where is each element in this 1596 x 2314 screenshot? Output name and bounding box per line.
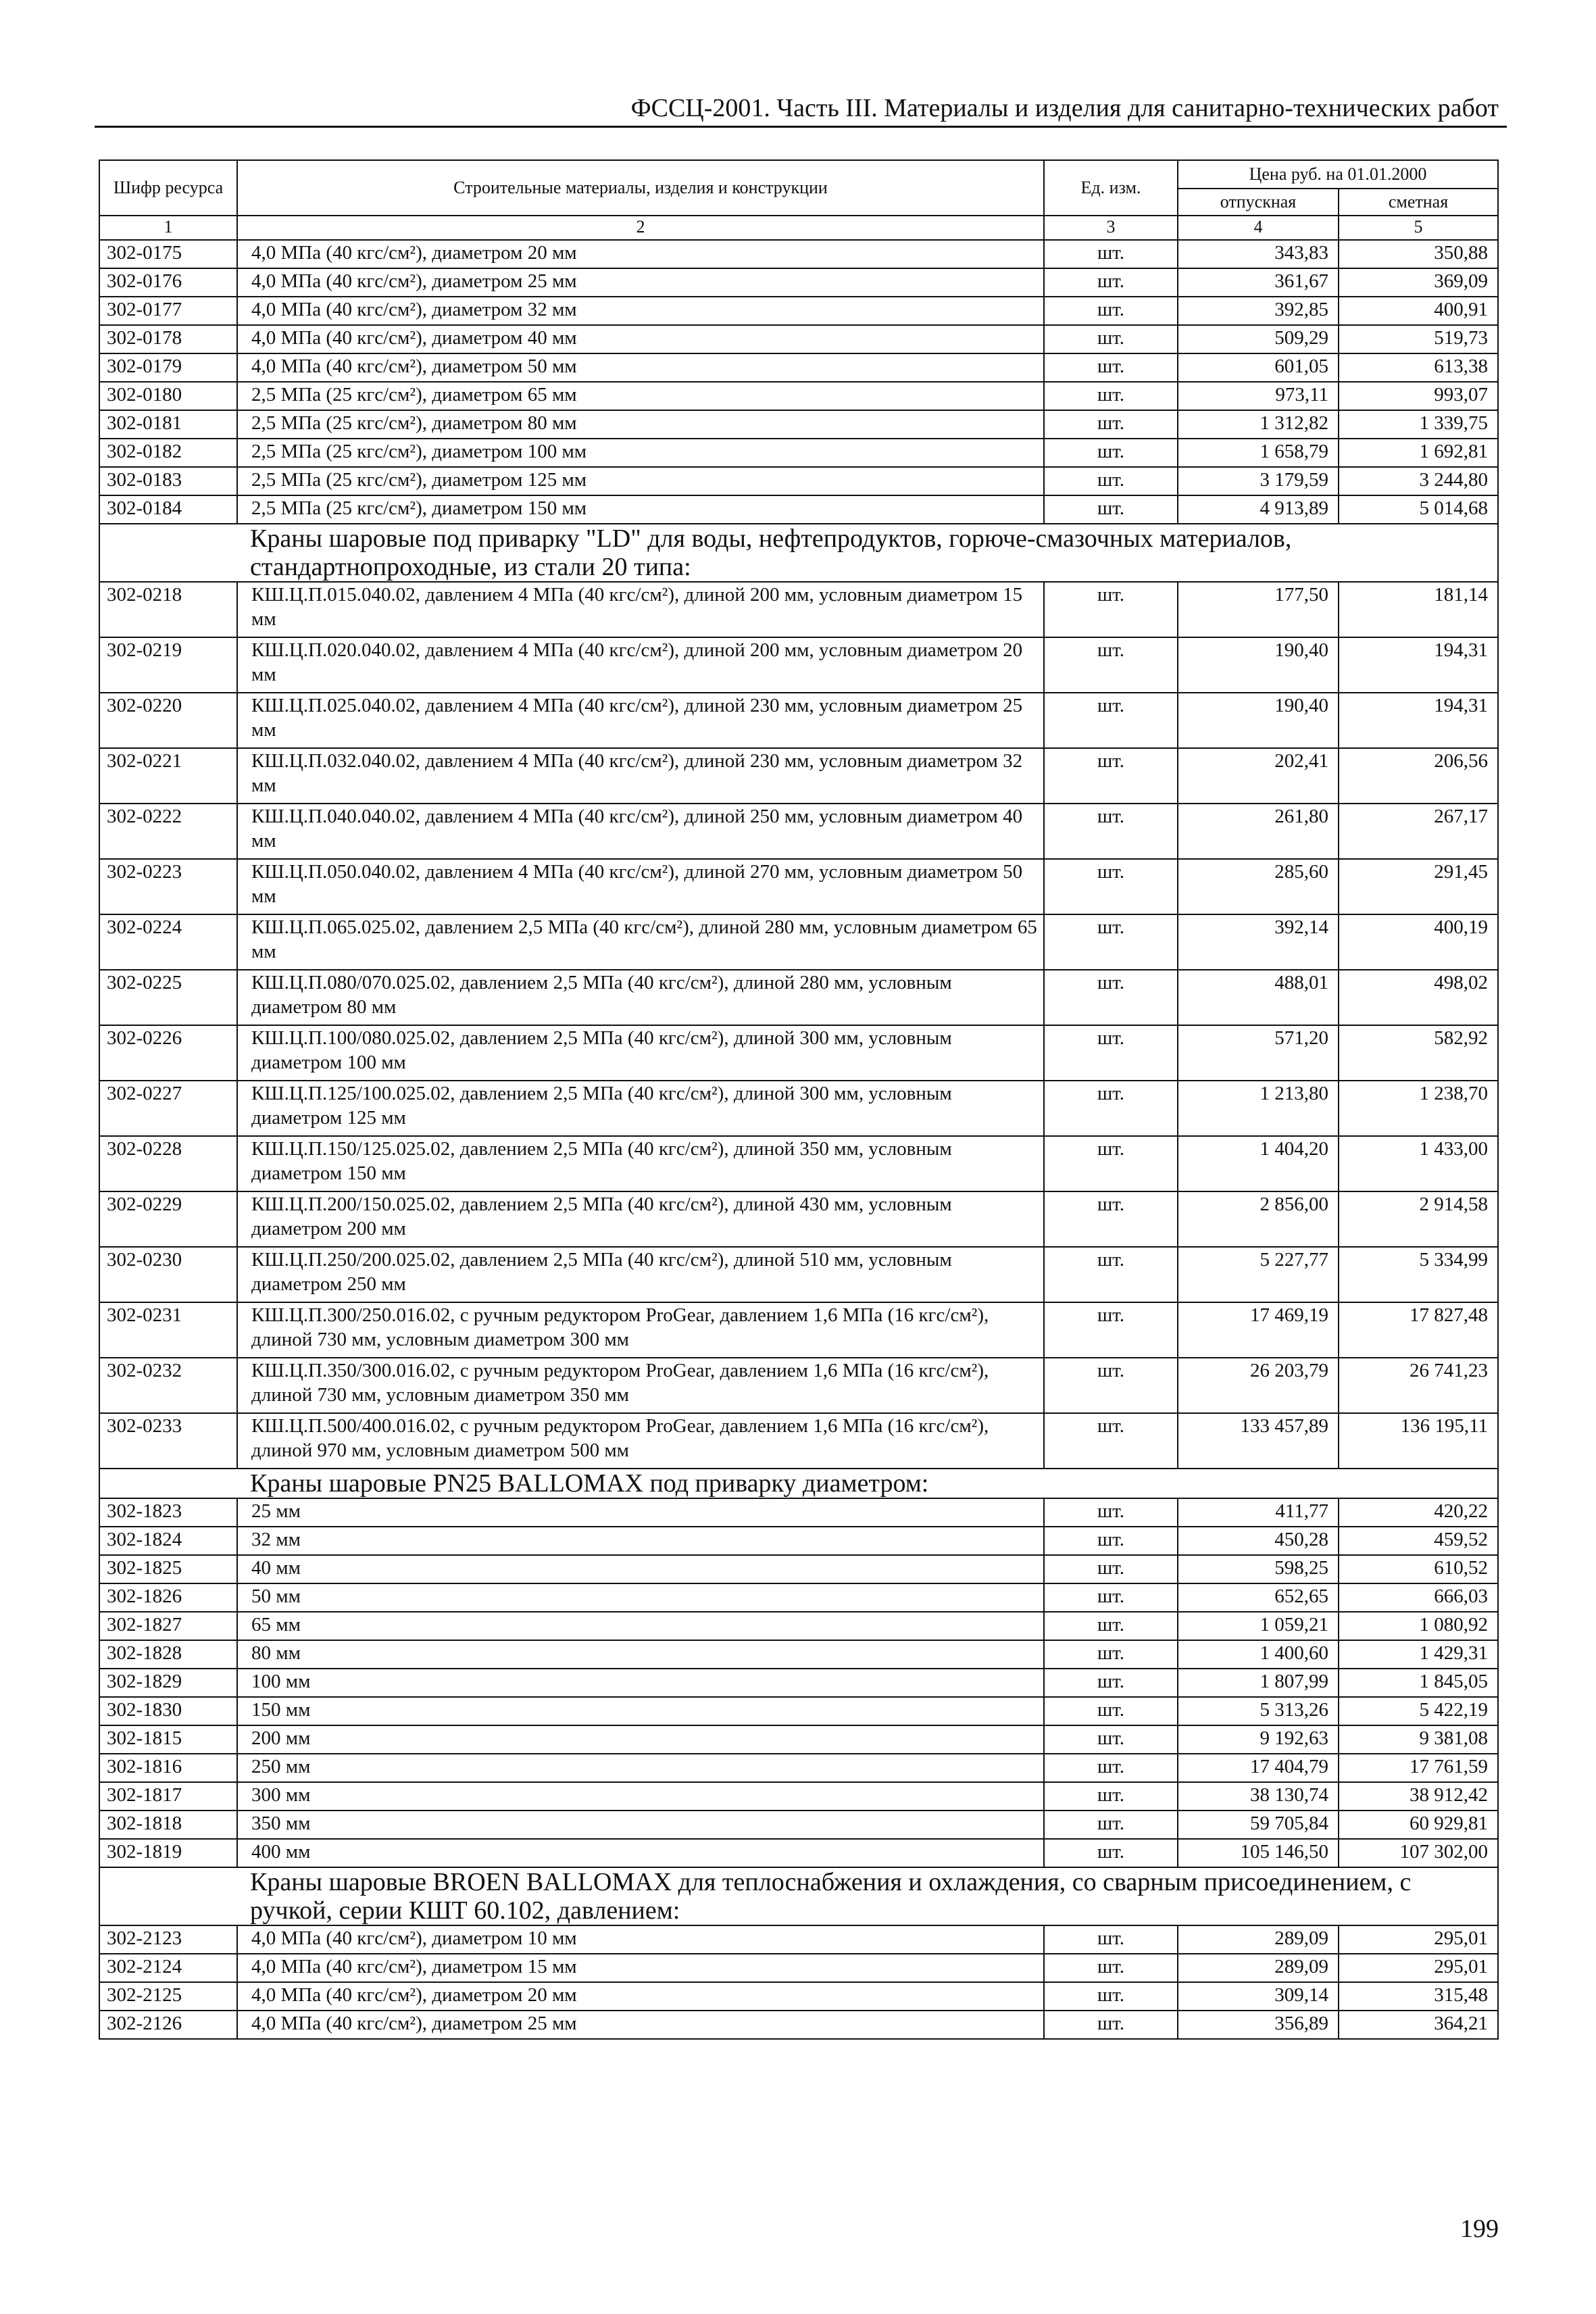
estimated-price: 1 429,31 bbox=[1339, 1640, 1498, 1669]
wholesale-price: 509,29 bbox=[1178, 325, 1339, 353]
resource-code: 302-1815 bbox=[99, 1725, 237, 1754]
estimated-price: 400,19 bbox=[1339, 914, 1498, 970]
column-number: 5 bbox=[1339, 216, 1498, 240]
wholesale-price: 2 856,00 bbox=[1178, 1191, 1339, 1247]
resource-code: 302-0176 bbox=[99, 268, 237, 297]
unit-of-measure: шт. bbox=[1044, 240, 1178, 268]
table-row bbox=[99, 1583, 1498, 1612]
table-row bbox=[99, 804, 1498, 859]
resource-code: 302-0229 bbox=[99, 1191, 237, 1247]
resource-code: 302-1824 bbox=[99, 1527, 237, 1555]
estimated-price: 5 334,99 bbox=[1339, 1247, 1498, 1302]
resource-code: 302-1823 bbox=[99, 1498, 237, 1527]
resource-code: 302-0233 bbox=[99, 1413, 237, 1469]
material-name: 4,0 МПа (40 кгс/см²), диаметром 25 мм bbox=[237, 268, 1044, 297]
material-name: КШ.Ц.П.080/070.025.02, давлением 2,5 МПа (40 кгс/см²), длиной 280 мм, условным диаметром 80 мм bbox=[237, 970, 1044, 1025]
table-row bbox=[99, 748, 1498, 804]
wholesale-price: 571,20 bbox=[1178, 1025, 1339, 1081]
resource-code: 302-0225 bbox=[99, 970, 237, 1025]
unit-of-measure: шт. bbox=[1044, 1413, 1178, 1469]
table-row bbox=[99, 637, 1498, 693]
material-name: 25 мм bbox=[237, 1498, 1044, 1527]
unit-of-measure: шт. bbox=[1044, 748, 1178, 804]
material-name: КШ.Ц.П.100/080.025.02, давлением 2,5 МПа (40 кгс/см²), длиной 300 мм, условным диаметром 100 мм bbox=[237, 1025, 1044, 1081]
resource-code: 302-1830 bbox=[99, 1697, 237, 1725]
wholesale-price: 601,05 bbox=[1178, 353, 1339, 382]
material-name: КШ.Ц.П.032.040.02, давлением 4 МПа (40 кгс/см²), длиной 230 мм, условным диаметром 32 мм bbox=[237, 748, 1044, 804]
wholesale-price: 289,09 bbox=[1178, 1925, 1339, 1954]
price-table bbox=[99, 159, 1499, 2040]
table-row bbox=[99, 1982, 1498, 2011]
resource-code: 302-0181 bbox=[99, 410, 237, 439]
resource-code: 302-1827 bbox=[99, 1612, 237, 1640]
estimated-price: 582,92 bbox=[1339, 1025, 1498, 1081]
table-row bbox=[99, 1413, 1498, 1469]
table-row bbox=[99, 1954, 1498, 1982]
column-number: 3 bbox=[1044, 216, 1178, 240]
section-heading-row bbox=[99, 524, 1498, 582]
resource-code: 302-0231 bbox=[99, 1302, 237, 1358]
table-row bbox=[99, 1527, 1498, 1555]
material-name: КШ.Ц.П.025.040.02, давлением 4 МПа (40 кгс/см²), длиной 230 мм, условным диаметром 25 мм bbox=[237, 693, 1044, 748]
unit-of-measure: шт. bbox=[1044, 1612, 1178, 1640]
wholesale-price: 59 705,84 bbox=[1178, 1811, 1339, 1839]
wholesale-price: 1 059,21 bbox=[1178, 1612, 1339, 1640]
table-header bbox=[99, 160, 1498, 216]
resource-code: 302-0226 bbox=[99, 1025, 237, 1081]
header-unit: Ед. изм. bbox=[1044, 160, 1178, 216]
material-name: 2,5 МПа (25 кгс/см²), диаметром 100 мм bbox=[237, 439, 1044, 467]
wholesale-price: 5 313,26 bbox=[1178, 1697, 1339, 1725]
wholesale-price: 1 400,60 bbox=[1178, 1640, 1339, 1669]
table-row bbox=[99, 1697, 1498, 1725]
wholesale-price: 285,60 bbox=[1178, 859, 1339, 914]
unit-of-measure: шт. bbox=[1044, 804, 1178, 859]
estimated-price: 993,07 bbox=[1339, 382, 1498, 410]
wholesale-price: 1 213,80 bbox=[1178, 1081, 1339, 1136]
table-row bbox=[99, 1669, 1498, 1697]
resource-code: 302-1826 bbox=[99, 1583, 237, 1612]
estimated-price: 613,38 bbox=[1339, 353, 1498, 382]
unit-of-measure: шт. bbox=[1044, 1811, 1178, 1839]
estimated-price: 291,45 bbox=[1339, 859, 1498, 914]
table-row bbox=[99, 970, 1498, 1025]
estimated-price: 1 339,75 bbox=[1339, 410, 1498, 439]
resource-code: 302-0232 bbox=[99, 1358, 237, 1413]
header-rule bbox=[95, 126, 1507, 128]
estimated-price: 1 692,81 bbox=[1339, 439, 1498, 467]
resource-code: 302-1818 bbox=[99, 1811, 237, 1839]
resource-code: 302-0227 bbox=[99, 1081, 237, 1136]
estimated-price: 267,17 bbox=[1339, 804, 1498, 859]
unit-of-measure: шт. bbox=[1044, 1640, 1178, 1669]
wholesale-price: 289,09 bbox=[1178, 1954, 1339, 1982]
material-name: 65 мм bbox=[237, 1612, 1044, 1640]
table-row bbox=[99, 353, 1498, 382]
table-row bbox=[99, 439, 1498, 467]
table-body bbox=[99, 216, 1498, 2039]
wholesale-price: 190,40 bbox=[1178, 637, 1339, 693]
wholesale-price: 4 913,89 bbox=[1178, 495, 1339, 524]
wholesale-price: 1 658,79 bbox=[1178, 439, 1339, 467]
wholesale-price: 488,01 bbox=[1178, 970, 1339, 1025]
resource-code: 302-0228 bbox=[99, 1136, 237, 1191]
table-row bbox=[99, 467, 1498, 495]
wholesale-price: 9 192,63 bbox=[1178, 1725, 1339, 1754]
resource-code: 302-1816 bbox=[99, 1754, 237, 1782]
estimated-price: 666,03 bbox=[1339, 1583, 1498, 1612]
estimated-price: 400,91 bbox=[1339, 297, 1498, 325]
wholesale-price: 133 457,89 bbox=[1178, 1413, 1339, 1469]
table-row bbox=[99, 495, 1498, 524]
table-row bbox=[99, 1025, 1498, 1081]
wholesale-price: 17 404,79 bbox=[1178, 1754, 1339, 1782]
material-name: 4,0 МПа (40 кгс/см²), диаметром 20 мм bbox=[237, 240, 1044, 268]
material-name: 50 мм bbox=[237, 1583, 1044, 1612]
estimated-price: 107 302,00 bbox=[1339, 1839, 1498, 1867]
column-number: 1 bbox=[99, 216, 237, 240]
header-price-group: Цена руб. на 01.01.2000 bbox=[1178, 160, 1498, 189]
unit-of-measure: шт. bbox=[1044, 1754, 1178, 1782]
estimated-price: 17 827,48 bbox=[1339, 1302, 1498, 1358]
resource-code: 302-0219 bbox=[99, 637, 237, 693]
unit-of-measure: шт. bbox=[1044, 1954, 1178, 1982]
material-name: КШ.Ц.П.200/150.025.02, давлением 2,5 МПа (40 кгс/см²), длиной 430 мм, условным диаметром 200 мм bbox=[237, 1191, 1044, 1247]
estimated-price: 420,22 bbox=[1339, 1498, 1498, 1527]
wholesale-price: 38 130,74 bbox=[1178, 1782, 1339, 1811]
unit-of-measure: шт. bbox=[1044, 1583, 1178, 1612]
resource-code: 302-0178 bbox=[99, 325, 237, 353]
material-name: 4,0 МПа (40 кгс/см²), диаметром 20 мм bbox=[237, 1982, 1044, 2011]
unit-of-measure: шт. bbox=[1044, 495, 1178, 524]
unit-of-measure: шт. bbox=[1044, 325, 1178, 353]
unit-of-measure: шт. bbox=[1044, 859, 1178, 914]
resource-code: 302-2124 bbox=[99, 1954, 237, 1982]
material-name: 150 мм bbox=[237, 1697, 1044, 1725]
section-heading-row bbox=[99, 1867, 1498, 1925]
table-row bbox=[99, 268, 1498, 297]
table-row bbox=[99, 2011, 1498, 2039]
unit-of-measure: шт. bbox=[1044, 1025, 1178, 1081]
unit-of-measure: шт. bbox=[1044, 1527, 1178, 1555]
wholesale-price: 190,40 bbox=[1178, 693, 1339, 748]
wholesale-price: 973,11 bbox=[1178, 382, 1339, 410]
wholesale-price: 202,41 bbox=[1178, 748, 1339, 804]
unit-of-measure: шт. bbox=[1044, 1081, 1178, 1136]
estimated-price: 26 741,23 bbox=[1339, 1358, 1498, 1413]
unit-of-measure: шт. bbox=[1044, 1839, 1178, 1867]
unit-of-measure: шт. bbox=[1044, 1498, 1178, 1527]
material-name: 4,0 МПа (40 кгс/см²), диаметром 15 мм bbox=[237, 1954, 1044, 1982]
unit-of-measure: шт. bbox=[1044, 1302, 1178, 1358]
wholesale-price: 1 807,99 bbox=[1178, 1669, 1339, 1697]
unit-of-measure: шт. bbox=[1044, 1669, 1178, 1697]
unit-of-measure: шт. bbox=[1044, 1555, 1178, 1583]
header-row-top bbox=[99, 160, 1498, 189]
header-name: Строительные материалы, изделия и конструкции bbox=[237, 160, 1044, 216]
wholesale-price: 17 469,19 bbox=[1178, 1302, 1339, 1358]
table-row bbox=[99, 1725, 1498, 1754]
section-heading: Краны шаровые BROEN BALLOMAX для теплоснабжения и охлаждения, со сварным присоединением, с ручкой, серии КШТ 60.102, давлением: bbox=[99, 1867, 1498, 1925]
column-number-row bbox=[99, 216, 1498, 240]
material-name: КШ.Ц.П.040.040.02, давлением 4 МПа (40 кгс/см²), длиной 250 мм, условным диаметром 40 мм bbox=[237, 804, 1044, 859]
table-row bbox=[99, 693, 1498, 748]
wholesale-price: 450,28 bbox=[1178, 1527, 1339, 1555]
estimated-price: 194,31 bbox=[1339, 637, 1498, 693]
wholesale-price: 261,80 bbox=[1178, 804, 1339, 859]
resource-code: 302-1829 bbox=[99, 1669, 237, 1697]
table-row bbox=[99, 1925, 1498, 1954]
estimated-price: 181,14 bbox=[1339, 582, 1498, 637]
unit-of-measure: шт. bbox=[1044, 637, 1178, 693]
resource-code: 302-1817 bbox=[99, 1782, 237, 1811]
material-name: КШ.Ц.П.500/400.016.02, с ручным редуктором ProGear, давлением 1,6 МПа (16 кгс/см²), длиной 970 мм, условным диаметром 500 мм bbox=[237, 1413, 1044, 1469]
wholesale-price: 26 203,79 bbox=[1178, 1358, 1339, 1413]
table-row bbox=[99, 1782, 1498, 1811]
estimated-price: 2 914,58 bbox=[1339, 1191, 1498, 1247]
estimated-price: 1 238,70 bbox=[1339, 1081, 1498, 1136]
table-row bbox=[99, 1302, 1498, 1358]
material-name: 200 мм bbox=[237, 1725, 1044, 1754]
estimated-price: 136 195,11 bbox=[1339, 1413, 1498, 1469]
unit-of-measure: шт. bbox=[1044, 1136, 1178, 1191]
table-row bbox=[99, 1191, 1498, 1247]
material-name: КШ.Ц.П.150/125.025.02, давлением 2,5 МПа (40 кгс/см²), длиной 350 мм, условным диаметром 150 мм bbox=[237, 1136, 1044, 1191]
wholesale-price: 411,77 bbox=[1178, 1498, 1339, 1527]
material-name: 2,5 МПа (25 кгс/см²), диаметром 80 мм bbox=[237, 410, 1044, 439]
estimated-price: 295,01 bbox=[1339, 1925, 1498, 1954]
unit-of-measure: шт. bbox=[1044, 1358, 1178, 1413]
estimated-price: 1 080,92 bbox=[1339, 1612, 1498, 1640]
wholesale-price: 392,14 bbox=[1178, 914, 1339, 970]
estimated-price: 206,56 bbox=[1339, 748, 1498, 804]
estimated-price: 5 422,19 bbox=[1339, 1697, 1498, 1725]
material-name: 2,5 МПа (25 кгс/см²), диаметром 150 мм bbox=[237, 495, 1044, 524]
unit-of-measure: шт. bbox=[1044, 1982, 1178, 2011]
wholesale-price: 1 404,20 bbox=[1178, 1136, 1339, 1191]
estimated-price: 9 381,08 bbox=[1339, 1725, 1498, 1754]
resource-code: 302-1825 bbox=[99, 1555, 237, 1583]
resource-code: 302-0220 bbox=[99, 693, 237, 748]
header-estimated: сметная bbox=[1339, 189, 1498, 216]
table-row bbox=[99, 1358, 1498, 1413]
resource-code: 302-2125 bbox=[99, 1982, 237, 2011]
estimated-price: 38 912,42 bbox=[1339, 1782, 1498, 1811]
material-name: КШ.Ц.П.350/300.016.02, с ручным редуктором ProGear, давлением 1,6 МПа (16 кгс/см²), длиной 730 мм, условным диаметром 350 мм bbox=[237, 1358, 1044, 1413]
estimated-price: 498,02 bbox=[1339, 970, 1498, 1025]
unit-of-measure: шт. bbox=[1044, 467, 1178, 495]
resource-code: 302-2123 bbox=[99, 1925, 237, 1954]
unit-of-measure: шт. bbox=[1044, 297, 1178, 325]
table-row bbox=[99, 914, 1498, 970]
column-number: 2 bbox=[237, 216, 1044, 240]
resource-code: 302-0177 bbox=[99, 297, 237, 325]
material-name: 300 мм bbox=[237, 1782, 1044, 1811]
table-row bbox=[99, 1498, 1498, 1527]
material-name: КШ.Ц.П.065.025.02, давлением 2,5 МПа (40 кгс/см²), длиной 280 мм, условным диаметром 65 мм bbox=[237, 914, 1044, 970]
unit-of-measure: шт. bbox=[1044, 1782, 1178, 1811]
resource-code: 302-0183 bbox=[99, 467, 237, 495]
material-name: КШ.Ц.П.300/250.016.02, с ручным редуктором ProGear, давлением 1,6 МПа (16 кгс/см²), длиной 730 мм, условным диаметром 300 мм bbox=[237, 1302, 1044, 1358]
unit-of-measure: шт. bbox=[1044, 693, 1178, 748]
estimated-price: 1 433,00 bbox=[1339, 1136, 1498, 1191]
estimated-price: 369,09 bbox=[1339, 268, 1498, 297]
resource-code: 302-0223 bbox=[99, 859, 237, 914]
unit-of-measure: шт. bbox=[1044, 2011, 1178, 2039]
material-name: КШ.Ц.П.020.040.02, давлением 4 МПа (40 кгс/см²), длиной 200 мм, условным диаметром 20 мм bbox=[237, 637, 1044, 693]
section-heading-row bbox=[99, 1469, 1498, 1498]
material-name: 4,0 МПа (40 кгс/см²), диаметром 40 мм bbox=[237, 325, 1044, 353]
wholesale-price: 356,89 bbox=[1178, 2011, 1339, 2039]
estimated-price: 519,73 bbox=[1339, 325, 1498, 353]
wholesale-price: 392,85 bbox=[1178, 297, 1339, 325]
material-name: КШ.Ц.П.250/200.025.02, давлением 2,5 МПа (40 кгс/см²), длиной 510 мм, условным диаметром 250 мм bbox=[237, 1247, 1044, 1302]
section-heading: Краны шаровые PN25 BALLOMAX под приварку диаметром: bbox=[99, 1469, 1498, 1498]
resource-code: 302-0184 bbox=[99, 495, 237, 524]
table-row bbox=[99, 1612, 1498, 1640]
unit-of-measure: шт. bbox=[1044, 1925, 1178, 1954]
resource-code: 302-1819 bbox=[99, 1839, 237, 1867]
wholesale-price: 652,65 bbox=[1178, 1583, 1339, 1612]
table-row bbox=[99, 1754, 1498, 1782]
resource-code: 302-0222 bbox=[99, 804, 237, 859]
table-row bbox=[99, 1555, 1498, 1583]
estimated-price: 194,31 bbox=[1339, 693, 1498, 748]
header-code: Шифр ресурса bbox=[99, 160, 237, 216]
resource-code: 302-0218 bbox=[99, 582, 237, 637]
resource-code: 302-2126 bbox=[99, 2011, 237, 2039]
page-header-title: ФССЦ-2001. Часть III. Материалы и изделия для санитарно-технических работ bbox=[630, 94, 1499, 122]
material-name: КШ.Ц.П.015.040.02, давлением 4 МПа (40 кгс/см²), длиной 200 мм, условным диаметром 15 мм bbox=[237, 582, 1044, 637]
wholesale-price: 598,25 bbox=[1178, 1555, 1339, 1583]
estimated-price: 364,21 bbox=[1339, 2011, 1498, 2039]
material-name: 2,5 МПа (25 кгс/см²), диаметром 125 мм bbox=[237, 467, 1044, 495]
table-row bbox=[99, 410, 1498, 439]
unit-of-measure: шт. bbox=[1044, 268, 1178, 297]
table-row bbox=[99, 1811, 1498, 1839]
material-name: 4,0 МПа (40 кгс/см²), диаметром 10 мм bbox=[237, 1925, 1044, 1954]
estimated-price: 459,52 bbox=[1339, 1527, 1498, 1555]
material-name: 4,0 МПа (40 кгс/см²), диаметром 50 мм bbox=[237, 353, 1044, 382]
page-number: 199 bbox=[1460, 2215, 1499, 2243]
unit-of-measure: шт. bbox=[1044, 439, 1178, 467]
resource-code: 302-0221 bbox=[99, 748, 237, 804]
table-row bbox=[99, 240, 1498, 268]
table-row bbox=[99, 1247, 1498, 1302]
unit-of-measure: шт. bbox=[1044, 410, 1178, 439]
estimated-price: 5 014,68 bbox=[1339, 495, 1498, 524]
section-heading: Краны шаровые под приварку "LD" для воды, нефтепродуктов, горюче-смазочных материалов, стандартнопроходные, из стали 20 типа: bbox=[99, 524, 1498, 582]
material-name: КШ.Ц.П.050.040.02, давлением 4 МПа (40 кгс/см²), длиной 270 мм, условным диаметром 50 мм bbox=[237, 859, 1044, 914]
table-row bbox=[99, 1081, 1498, 1136]
column-number: 4 bbox=[1178, 216, 1339, 240]
wholesale-price: 177,50 bbox=[1178, 582, 1339, 637]
resource-code: 302-0182 bbox=[99, 439, 237, 467]
resource-code: 302-0180 bbox=[99, 382, 237, 410]
estimated-price: 295,01 bbox=[1339, 1954, 1498, 1982]
unit-of-measure: шт. bbox=[1044, 582, 1178, 637]
table-row bbox=[99, 582, 1498, 637]
estimated-price: 17 761,59 bbox=[1339, 1754, 1498, 1782]
material-name: 32 мм bbox=[237, 1527, 1044, 1555]
table-row bbox=[99, 325, 1498, 353]
unit-of-measure: шт. bbox=[1044, 1725, 1178, 1754]
material-name: 80 мм bbox=[237, 1640, 1044, 1669]
unit-of-measure: шт. bbox=[1044, 1191, 1178, 1247]
wholesale-price: 5 227,77 bbox=[1178, 1247, 1339, 1302]
estimated-price: 60 929,81 bbox=[1339, 1811, 1498, 1839]
material-name: 40 мм bbox=[237, 1555, 1044, 1583]
material-name: 100 мм bbox=[237, 1669, 1044, 1697]
material-name: 4,0 МПа (40 кгс/см²), диаметром 32 мм bbox=[237, 297, 1044, 325]
header-wholesale: отпускная bbox=[1178, 189, 1339, 216]
material-name: 4,0 МПа (40 кгс/см²), диаметром 25 мм bbox=[237, 2011, 1044, 2039]
estimated-price: 610,52 bbox=[1339, 1555, 1498, 1583]
material-name: 250 мм bbox=[237, 1754, 1044, 1782]
resource-code: 302-0179 bbox=[99, 353, 237, 382]
wholesale-price: 1 312,82 bbox=[1178, 410, 1339, 439]
estimated-price: 3 244,80 bbox=[1339, 467, 1498, 495]
unit-of-measure: шт. bbox=[1044, 1247, 1178, 1302]
material-name: 400 мм bbox=[237, 1839, 1044, 1867]
table-row bbox=[99, 1136, 1498, 1191]
wholesale-price: 105 146,50 bbox=[1178, 1839, 1339, 1867]
unit-of-measure: шт. bbox=[1044, 1697, 1178, 1725]
material-name: 350 мм bbox=[237, 1811, 1044, 1839]
table-row bbox=[99, 297, 1498, 325]
estimated-price: 1 845,05 bbox=[1339, 1669, 1498, 1697]
material-name: 2,5 МПа (25 кгс/см²), диаметром 65 мм bbox=[237, 382, 1044, 410]
estimated-price: 350,88 bbox=[1339, 240, 1498, 268]
estimated-price: 315,48 bbox=[1339, 1982, 1498, 2011]
wholesale-price: 343,83 bbox=[1178, 240, 1339, 268]
material-name: КШ.Ц.П.125/100.025.02, давлением 2,5 МПа (40 кгс/см²), длиной 300 мм, условным диаметром 125 мм bbox=[237, 1081, 1044, 1136]
wholesale-price: 361,67 bbox=[1178, 268, 1339, 297]
wholesale-price: 309,14 bbox=[1178, 1982, 1339, 2011]
resource-code: 302-0230 bbox=[99, 1247, 237, 1302]
table-row bbox=[99, 382, 1498, 410]
resource-code: 302-0175 bbox=[99, 240, 237, 268]
table-row bbox=[99, 859, 1498, 914]
unit-of-measure: шт. bbox=[1044, 970, 1178, 1025]
resource-code: 302-0224 bbox=[99, 914, 237, 970]
unit-of-measure: шт. bbox=[1044, 382, 1178, 410]
wholesale-price: 3 179,59 bbox=[1178, 467, 1339, 495]
unit-of-measure: шт. bbox=[1044, 914, 1178, 970]
table-row bbox=[99, 1640, 1498, 1669]
resource-code: 302-1828 bbox=[99, 1640, 237, 1669]
table-row bbox=[99, 1839, 1498, 1867]
unit-of-measure: шт. bbox=[1044, 353, 1178, 382]
